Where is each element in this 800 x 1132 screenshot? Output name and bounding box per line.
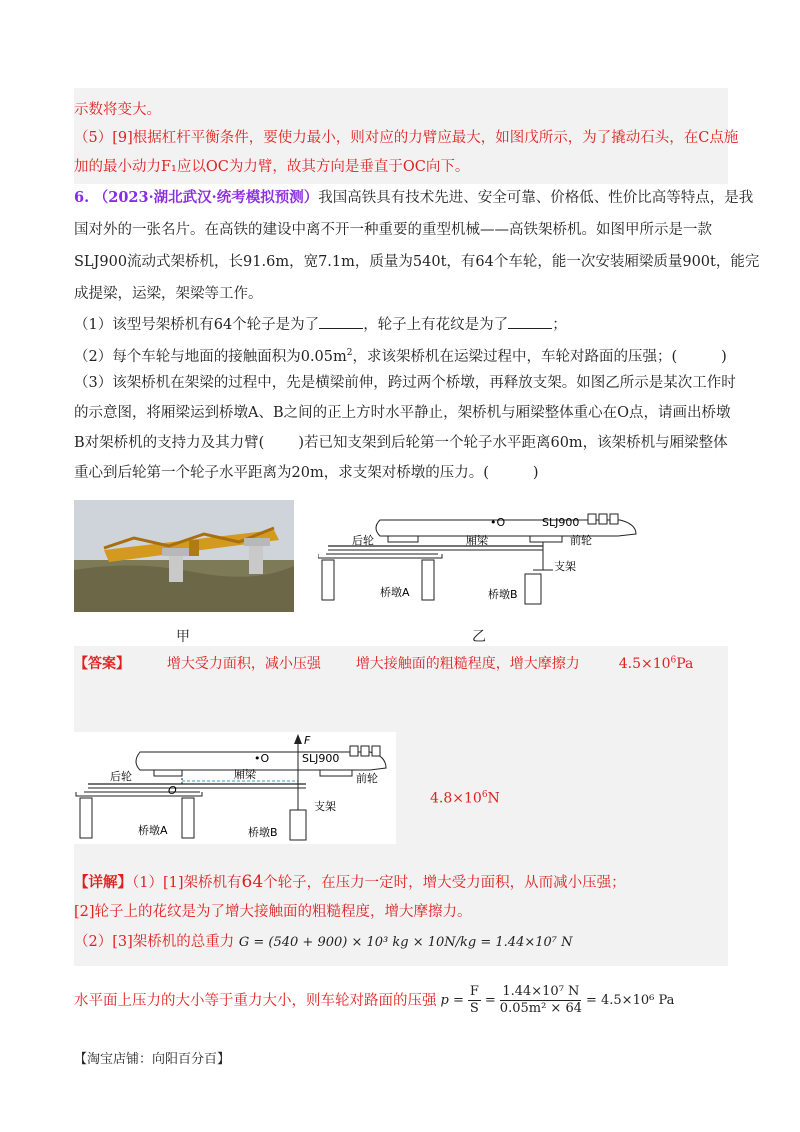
fig-b-label-box-girder: 厢梁 — [466, 534, 488, 547]
ans-diag-label-box-girder: 厢梁 — [234, 768, 256, 781]
answer-4 — [430, 790, 500, 807]
fig-b-label-model: SLJ900 — [542, 516, 580, 529]
figure-b-caption: 乙 — [472, 629, 486, 645]
formula-s: S — [469, 1001, 479, 1016]
fig-b-label-pier-a: 桥墩A — [380, 586, 410, 599]
answer-3-unit: Pa — [676, 656, 694, 672]
detail-1a: （1）[1]架桥机有 — [132, 875, 242, 891]
sub-question-3-part-e: 重心到后轮第一个轮子水平距离为20m，求支架对桥墩的压力。( — [74, 465, 489, 481]
ans-diag-label-pier-a: 桥墩A — [138, 824, 168, 837]
answer-3-exp: 6 — [670, 655, 677, 666]
sub-question-2-sup: 2 — [346, 348, 353, 358]
answer-blank-2[interactable] — [508, 314, 552, 329]
figure-b-diagram — [318, 500, 648, 610]
answer-tag: 【答案】 — [74, 656, 130, 672]
question-source: （2023·湖北武汉·统考模拟预测） — [93, 189, 319, 206]
answer-4-unit: N — [487, 790, 500, 807]
ans-diag-label-force: F — [304, 734, 311, 747]
explanation-line-1: 示数将变大。 — [74, 102, 161, 118]
formula-f: F — [469, 984, 479, 999]
sub-question-3-part-d: )若已知支架到后轮第一个轮子水平距离60m，该架桥机与厢梁整体 — [298, 435, 728, 451]
question-text-3: SLJ900流动式架桥机，长91.6m，宽7.1m，质量为540t，有64个车轮，能一次安装厢梁质量900t，能完 — [74, 254, 760, 270]
fig-b-label-o: •O — [490, 516, 506, 529]
detail-4-text: 水平面上压力的大小等于重力大小，则车轮对路面的压强 — [74, 992, 437, 1009]
formula-p-lhs: p = — [440, 992, 464, 1008]
sub-question-3-part-c: B对架桥机的支持力及其力臂( — [74, 435, 265, 451]
bridge-machine-photo-drawing — [74, 500, 294, 612]
answer-line — [74, 653, 693, 673]
answer-1: 增大受力面积，减小压强 — [166, 656, 321, 672]
question-text-1: 我国高铁具有技术先进、安全可靠、价格低、性价比高等特点，是我 — [318, 190, 754, 206]
question-6-intro — [74, 188, 753, 208]
answer-3-base: 4.5×10 — [618, 656, 671, 672]
sub-question-1-part-a: （1）该型号架桥机有64个轮子是为了 — [74, 317, 320, 333]
question-number: 6. — [74, 189, 90, 206]
formula-numerator: 1.44×10⁷ N — [502, 984, 580, 999]
ans-diag-label-front-wheel: 前轮 — [356, 772, 378, 785]
sub-question-3-line-2: 的示意图，将厢梁运到桥墩A、B之间的正上方时水平静止，架桥机与厢梁整体重心在O点，请画出桥墩 — [74, 405, 731, 421]
detail-line-2: [2]轮子上的花纹是为了增大接触面的粗糙程度，增大摩擦力。 — [74, 904, 472, 920]
formula-gravity: G = (540 + 900) × 10³ kg × 10N/kg = 1.44×10⁷ N — [238, 935, 573, 950]
ans-diag-label-o-pivot: O — [168, 784, 177, 797]
answer-4-exp: 6 — [481, 790, 488, 800]
sub-question-3-line-1: （3）该架桥机在架梁的过程中，先是横梁前伸，跨过两个桥墩，再释放支架。如图乙所示是某次工作时 — [74, 375, 736, 391]
sub-question-3-line-4 — [74, 463, 539, 483]
detail-line-3 — [74, 932, 573, 953]
ans-diag-label-o: •O — [254, 752, 270, 765]
answer-4-base: 4.8×10 — [430, 790, 482, 807]
sub-question-2-part-a: （2）每个车轮与地面的接触面积为0.05m — [74, 348, 347, 365]
sub-question-2 — [74, 343, 727, 367]
ans-diag-label-rear-wheel: 后轮 — [110, 770, 132, 783]
answer-blank-1[interactable] — [319, 314, 363, 329]
sub-question-1-part-c: ； — [552, 317, 567, 333]
formula-denominator: 0.05m² × 64 — [499, 1001, 582, 1016]
formula-eq: = — [484, 992, 496, 1008]
sub-question-3-line-3 — [74, 433, 728, 453]
answer-diagram — [74, 732, 396, 844]
detail-1-num: 64 — [241, 872, 264, 892]
sub-question-1 — [74, 314, 567, 335]
ans-diag-label-support: 支架 — [314, 800, 336, 813]
detail-tag: 【详解】 — [74, 874, 132, 891]
explanation-line-3: 加的最小动力F₁应以OC为力臂，故其方向是垂直于OC向下。 — [74, 159, 470, 175]
ans-diag-label-model: SLJ900 — [302, 752, 340, 765]
fig-b-label-front-wheel: 前轮 — [570, 534, 592, 547]
question-text-4: 成提梁，运梁，架梁等工作。 — [74, 286, 263, 302]
detail-1b: 个轮子，在压力一定时，增大受力面积，从而减小压强； — [263, 875, 626, 891]
formula-f-over-s — [468, 984, 481, 1017]
sub-question-1-part-b: ，轮子上有花纹是为了 — [363, 317, 509, 333]
detail-line-4 — [74, 984, 674, 1017]
figure-a-caption: 甲 — [176, 629, 190, 645]
formula-result: = 4.5×10⁶ Pa — [585, 992, 675, 1008]
fig-b-label-support: 支架 — [554, 560, 576, 573]
detail-3-text: （2）[3]架桥机的总重力 — [74, 934, 235, 950]
sub-question-2-part-b: ，求该架桥机在运梁过程中，车轮对路面的压强；( — [352, 348, 678, 365]
bridge-machine-photo — [74, 500, 294, 612]
question-text-2: 国对外的一张名片。在高铁的建设中离不开一种重要的重型机械——高铁架桥机。如图甲所示是一款 — [74, 222, 712, 238]
answer-2: 增大接触面的粗糙程度，增大摩擦力 — [355, 656, 580, 672]
footer-shop-name: 【淘宝店铺：向阳百分百】 — [74, 1052, 231, 1067]
fig-b-label-rear-wheel: 后轮 — [352, 534, 374, 547]
sub-question-3-part-f: ) — [532, 465, 539, 481]
fig-b-label-pier-b: 桥墩B — [488, 588, 518, 601]
explanation-line-2: （5）[9]根据杠杆平衡条件，要使力最小，则对应的力臂应最大，如图戊所示，为了撬动石头，在C点施 — [74, 130, 739, 146]
ans-diag-label-pier-b: 桥墩B — [248, 826, 278, 839]
sub-question-2-part-c: ) — [721, 348, 727, 365]
detail-line-1 — [74, 872, 626, 893]
formula-value-fraction — [500, 984, 582, 1017]
